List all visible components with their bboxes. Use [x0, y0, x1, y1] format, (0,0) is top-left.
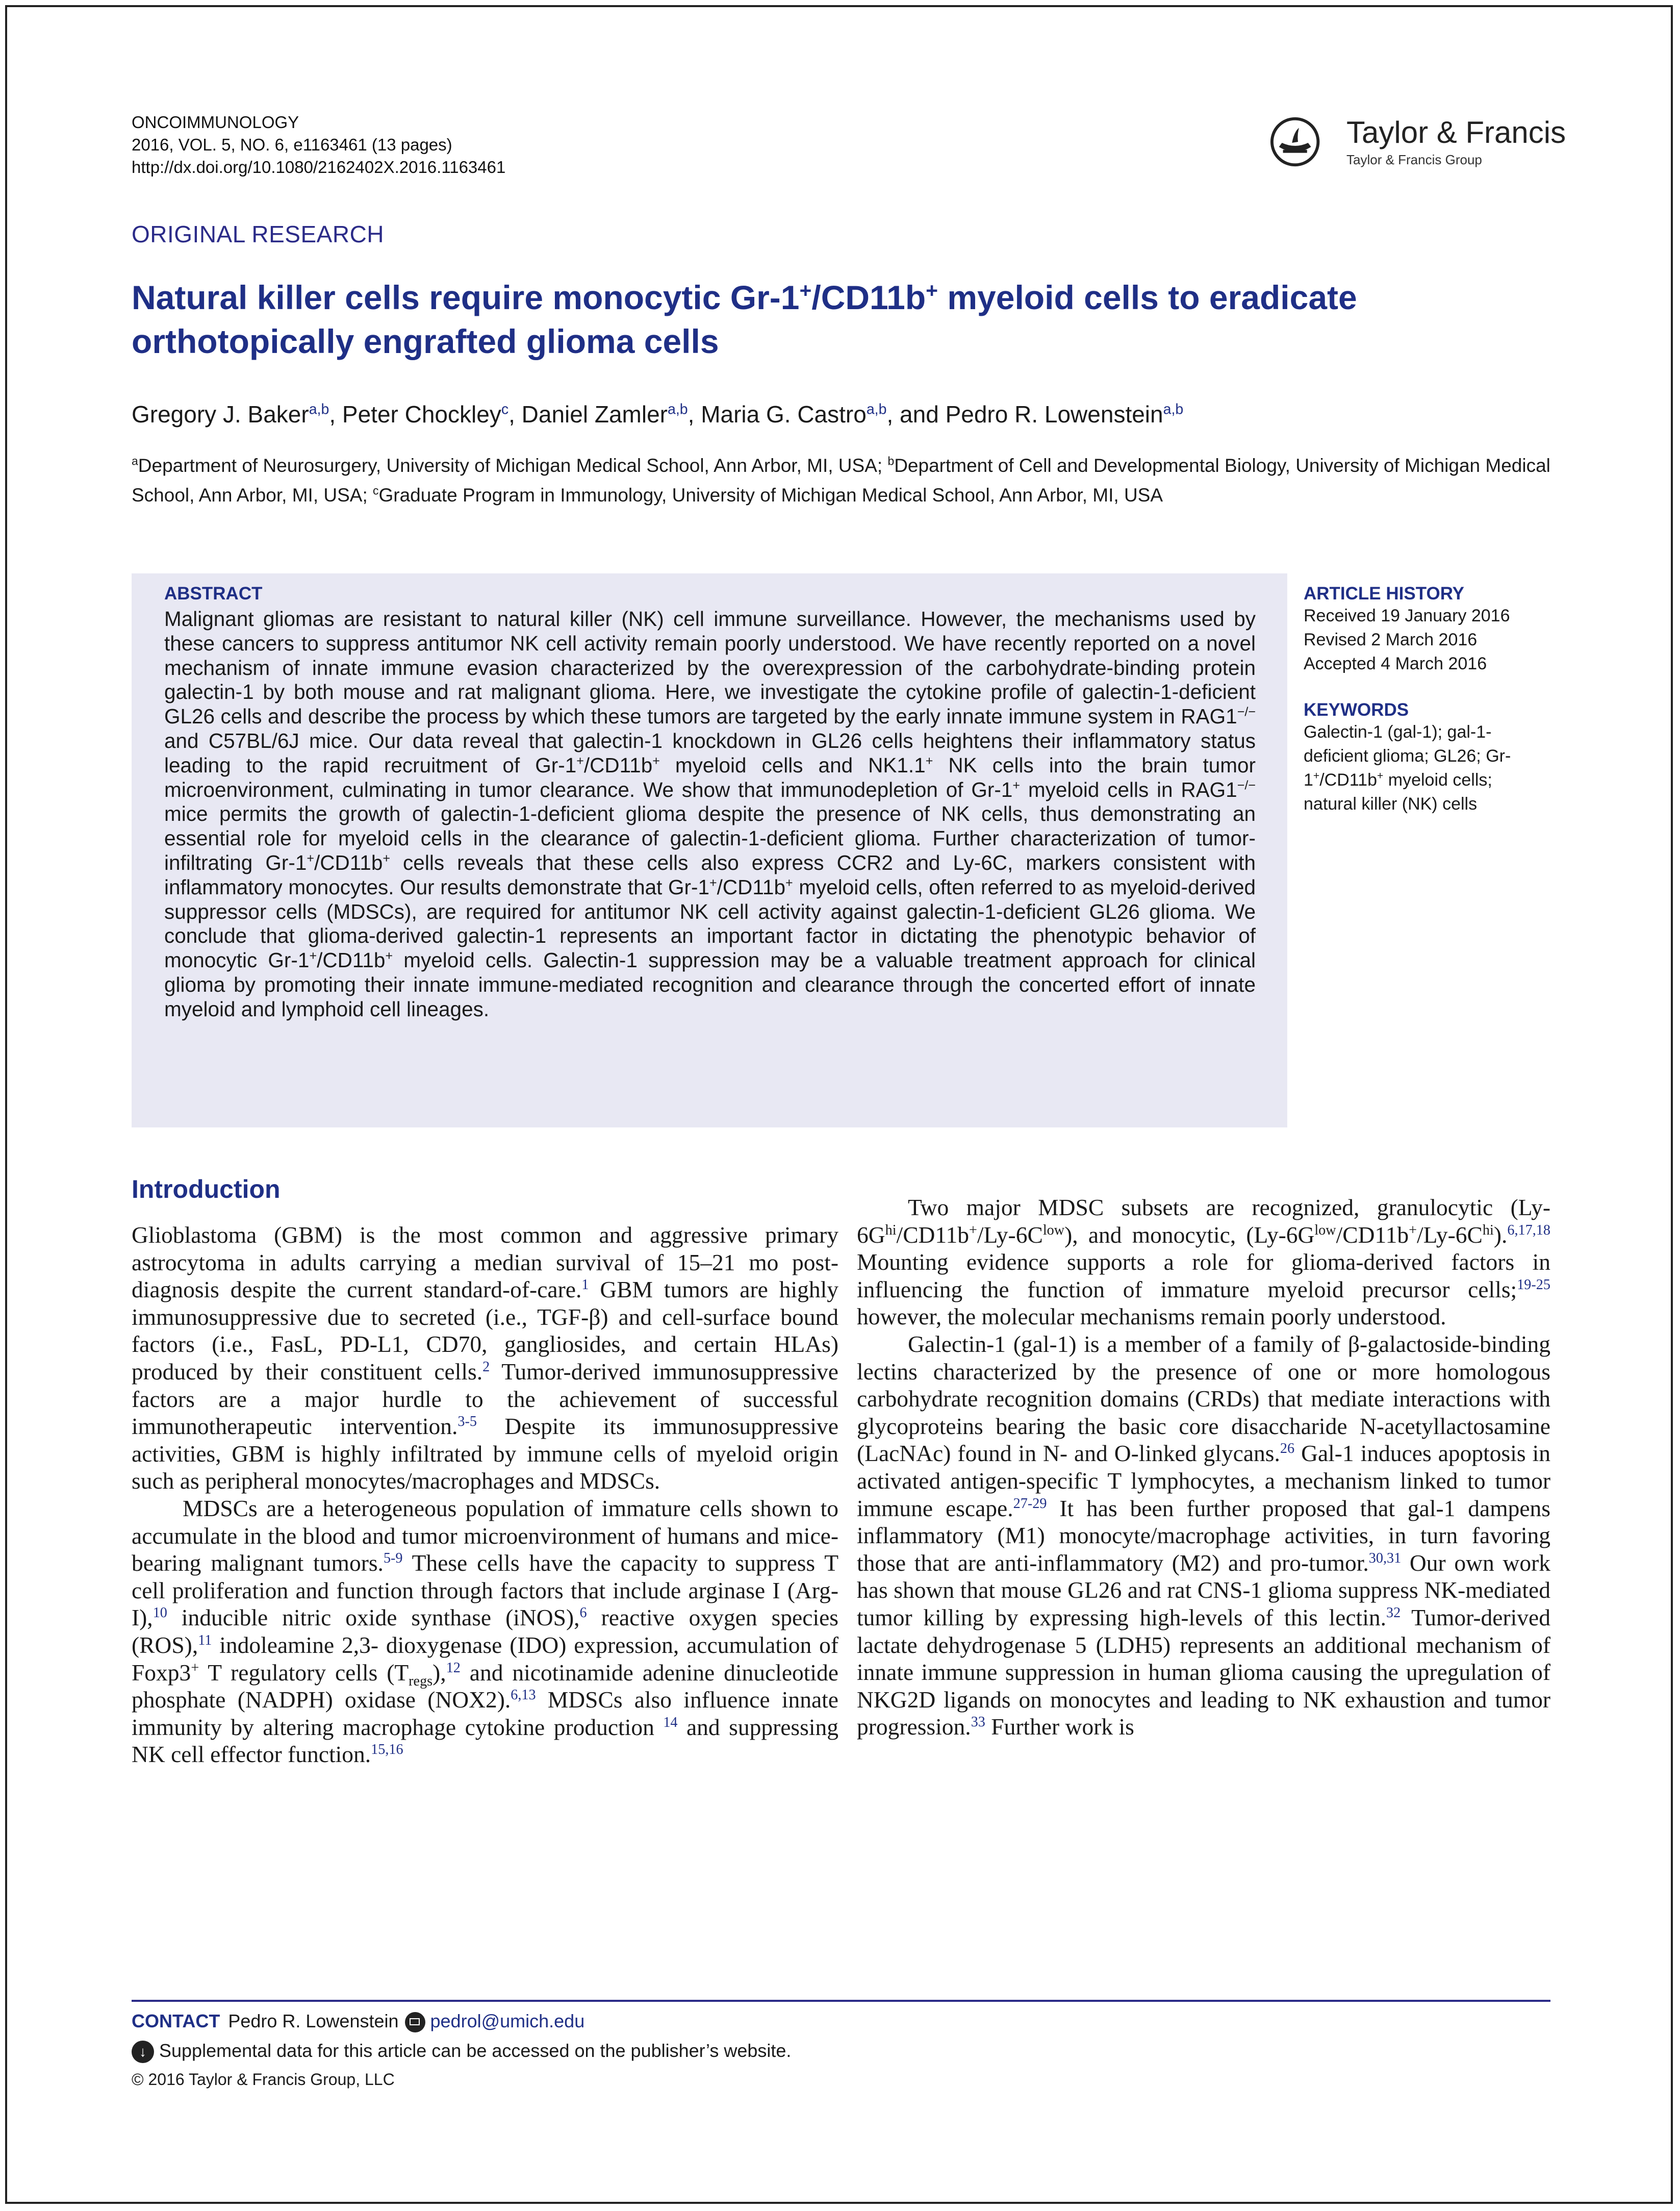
- paragraph: Galectin-1 (gal-1) is a member of a family of β-galactoside-binding lectins characterized by the presence of one or more homologous carbohydrate recognition domains (CRDs) that mediate interactions with glycoproteins bearing the basic core disaccharide N-acetyllactosamine (LacNAc) found in N- and O-linked glycans.$^{26}$ Gal-1 induces apoptosis in activated antigen-specific T lymphocytes, a mechanism linked to tumor immune escape.$^{27-29}$ It has been further proposed that gal-1 dampens inflammatory (M1) monocyte/macrophage activities, in turn favoring those that are anti-inflammatory (M2) and pro-tumor.$^{30,31}$ Our own work has shown that mouse GL26 and rat CNS-1 glioma suppress NK-mediated tumor killing by expressing high-levels of this lectin.$^{32}$ Tumor-derived lactate dehydrogenase 5 (LDH5) represents an additional mechanism of innate immune suppression in human glioma causing the upregulation of NKG2D ligands on monocytes and leading to NK exhaustion and tumor progression.$^{33}$ Further work is: [857, 1330, 1551, 1740]
- section-label: ORIGINAL RESEARCH: [132, 221, 385, 247]
- received-date: Received 19 January 2016: [1304, 606, 1510, 625]
- contact-email-link[interactable]: pedrol@umich.edu: [430, 2011, 585, 2031]
- paragraph: Two major MDSC subsets are recognized, granulocytic $(Ly-6G^{hi}/CD11b^+/Ly-6C^{low})$, and monocytic, $(Ly-6G^{low}/CD11b^+/Ly-6C^{hi}).^{6,17,18}$ Mounting evidence supports a role for glioma-derived factors in influencing the function of immature myeloid precursor cells;$^{19-25}$ however, the molecular mechanisms remain poorly understood.: [857, 1194, 1550, 1330]
- envelope-icon: [405, 2012, 425, 2032]
- abstract-text: Malignant gliomas are resistant to natural killer (NK) cell immune surveillance. However, the mechanisms used by these cancers to suppress antitumor NK cell activity remain poorly understood. We have recently reported on a novel mechanism of innate immune evasion characterized by the overexpression of the carbohydrate-binding protein galectin-1 by both mouse and rat malignant glioma. Here, we investigate the cytokine profile of galectin-1-deficient GL26 cells and describe the process by which these tumors are targeted by the early innate immune system in RAG1−/− and C57BL/6J mice. Our data reveal that galectin-1 knockdown in GL26 cells heightens their inflammatory status leading to the rapid recruitment of Gr-1+/CD11b+ myeloid cells and NK1.1+ NK cells into the brain tumor microenvironment, culminating in tumor clearance. We show that immunodepletion of Gr-1+ myeloid cells in RAG1−/− mice permits the growth of galectin-1-deficient glioma despite the presence of NK cells, thus demonstrating an essential role for myeloid cells in the clearance of galectin-1-deficient glioma. Further characterization of tumor-infiltrating Gr-1+/CD11b+ cells reveals that these cells also express CCR2 and Ly-6C, markers consistent with inflammatory monocytes. Our results demonstrate that Gr-1+/CD11b+ myeloid cells, often referred to as myeloid-derived suppressor cells (MDSCs), are required for antitumor NK cell activity against galectin-1-deficient GL26 glioma. We conclude that glioma-derived galectin-1 represents an important factor in dictating the phenotypic behavior of monocytic Gr-1+/CD11b+ myeloid cells. Galectin-1 suppression may be a valuable treatment approach for clinical glioma by promoting their innate immune-mediated recognition and clearance through the concerted effort of innate myeloid and lymphoid cell lineages.: [164, 607, 1256, 1021]
- supplemental-text: Supplemental data for this article can be accessed on the publisher’s website.: [159, 2040, 792, 2061]
- journal-doi[interactable]: http://dx.doi.org/10.1080/2162402X.2016.1163461: [132, 158, 506, 177]
- contact-name: Pedro R. Lowenstein: [228, 2011, 399, 2031]
- body-column-left: [132, 1221, 838, 1768]
- author-list: Gregory J. Baker$^{a,b}$, Peter Chockley$^c$, Daniel Zamler$^{a,b}$, Maria G. Castro$^{a,b}$, and Pedro R. Lowenstein$^{a,b}$: [132, 401, 1184, 428]
- body-column-right: [857, 1194, 1550, 1741]
- keywords-heading: KEYWORDS: [1304, 700, 1409, 720]
- article-title: Natural killer cells require monocytic Gr-1+/CD11b+ myeloid cells to eradicate orthotopically engrafted glioma cells: [132, 279, 1357, 360]
- supplemental-note: [132, 2038, 791, 2064]
- publisher-group: Taylor & Francis Group: [1346, 152, 1482, 167]
- author: Daniel Zamler: [521, 401, 668, 428]
- copyright: © 2016 Taylor & Francis Group, LLC: [132, 2070, 395, 2089]
- contact-line: [132, 2008, 584, 2034]
- introduction-heading: Introduction: [132, 1175, 281, 1203]
- journal-volume: 2016, VOL. 5, NO. 6, e1163461 (13 pages): [132, 135, 452, 154]
- keywords: [1304, 700, 1543, 816]
- author: Maria G. Castro: [701, 401, 867, 428]
- keywords-text: Galectin-1 (gal-1); gal-1-deficient glioma; GL26; Gr-1+/CD11b+ myeloid cells; natural killer (NK) cells: [1304, 722, 1511, 814]
- supplemental-icon: ↓: [132, 2041, 154, 2063]
- paragraph: MDSCs are a heterogeneous population of immature cells shown to accumulate in the blood and tumor microenvironment of humans and mice-bearing malignant tumors.$^{5-9}$ These cells have the capacity to suppress T cell proliferation and function through factors that include arginase I (Arg-I),$^{10}$ inducible nitric oxide synthase (iNOS),$^6$ reactive oxygen species (ROS),$^{11}$ indoleamine 2,3- dioxygenase (IDO) expression, accumulation of Foxp3+ T regulatory cells $(T_{regs}),^{12}$ and nicotinamide adenine dinucleotide phosphate (NADPH) oxidase (NOX2).$^{6,13}$ MDSCs also influence innate immunity by altering macrophage cytokine production $^{14}$ and suppressing NK cell effector function.$^{15,16}$: [132, 1495, 838, 1768]
- author: Peter Chockley: [342, 401, 501, 428]
- accepted-date: Accepted 4 March 2016: [1304, 654, 1487, 673]
- contact-label: CONTACT: [132, 2011, 220, 2031]
- author: Pedro R. Lowenstein: [945, 401, 1163, 428]
- publisher-logo: [1270, 113, 1566, 169]
- revised-date: Revised 2 March 2016: [1304, 630, 1478, 649]
- journal-name: ONCOIMMUNOLOGY: [132, 113, 299, 132]
- author: Gregory J. Baker: [132, 401, 309, 428]
- paragraph: Glioblastoma (GBM) is the most common and aggressive primary astrocytoma in adults carrying a median survival of 15–21 mo post-diagnosis despite the current standard-of-care.$^1$ GBM tumors are highly immunosuppressive due to secreted (i.e., TGF-β) and cell-surface bound factors (i.e., FasL, PD-L1, CD70, gangliosides, and certain HLAs) produced by their constituent cells.$^2$ Tumor-derived immunosuppressive factors are a major hurdle to the achievement of successful immunotherapeutic intervention.$^{3-5}$ Despite its immunosuppressive activities, GBM is highly infiltrated by immune cells of myeloid origin such as peripheral monocytes/macrophages and MDSCs.: [132, 1222, 838, 1494]
- lamp-icon: [1270, 116, 1330, 167]
- publisher-name: Taylor & Francis: [1346, 115, 1566, 149]
- article-history: [1304, 584, 1569, 676]
- journal-header: [132, 111, 505, 179]
- abstract-heading: ABSTRACT: [164, 584, 263, 604]
- affiliations: $^a$Department of Neurosurgery, University of Michigan Medical School, Ann Arbor, MI, USA; $^b$Department of Cell and Developmental Biology, University of Michigan Medical School, Ann Arbor, MI, USA; $^c$Graduate Program in Immunology, University of Michigan Medical School, Ann Arbor, MI, USA: [132, 454, 1550, 506]
- footer-divider: [132, 2000, 1550, 2002]
- article-history-heading: ARTICLE HISTORY: [1304, 584, 1465, 604]
